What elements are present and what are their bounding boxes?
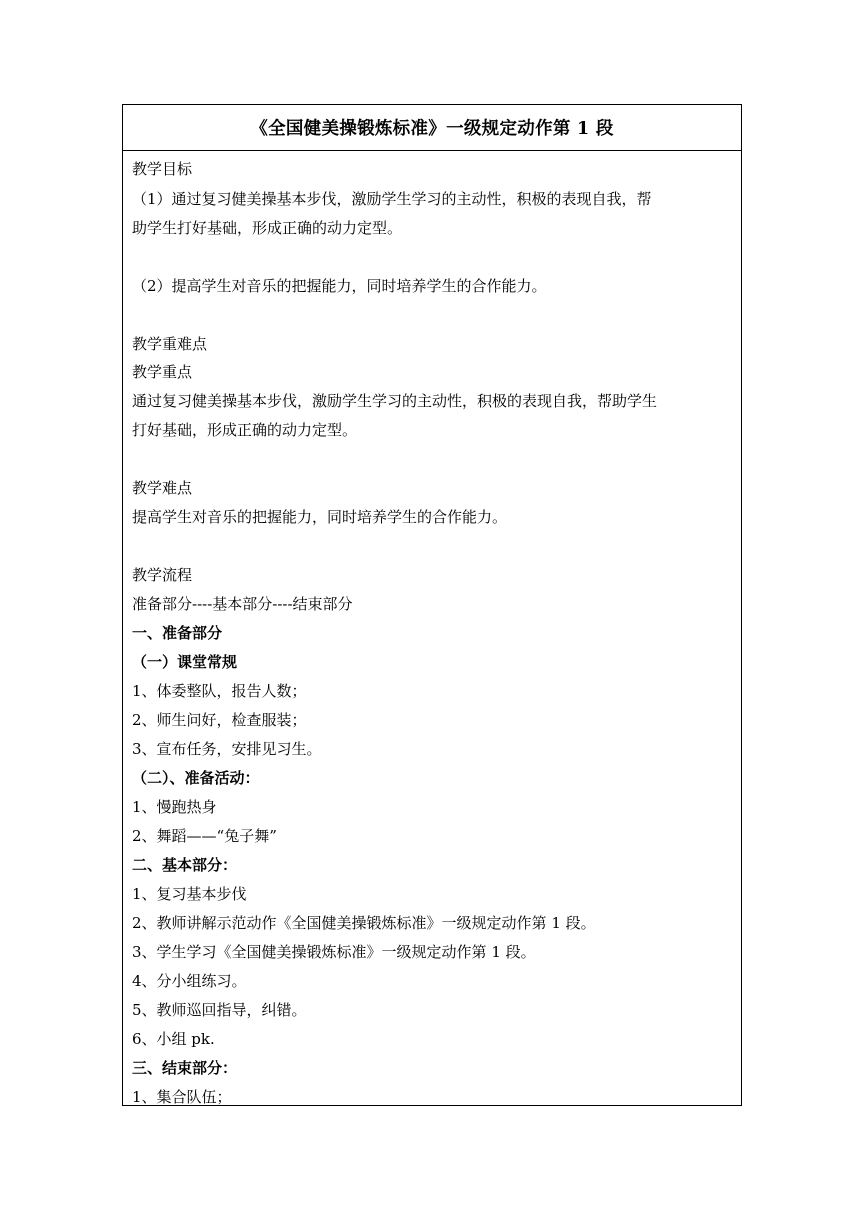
difficult-points-text: 提高学生对音乐的把握能力，同时培养学生的合作能力。 [132,508,508,526]
goal-1-line-2: 助学生打好基础，形成正确的动力定型。 [132,219,403,237]
heading-difficult-points: 教学难点 [132,479,193,497]
goal-1-line-1: （1）通过复习健美操基本步伐，激励学生学习的主动性，积极的表现自我，帮 [132,190,652,208]
section-basic: 二、基本部分： [132,856,238,874]
list-item: 3、宣布任务，安排见习生。 [132,740,322,758]
heading-key-points: 教学重点 [132,363,193,381]
list-item: 2、师生问好，检查服装； [132,711,307,729]
heading-teaching-goals: 教学目标 [132,160,193,178]
list-item: 1、慢跑热身 [132,798,217,816]
list-item: 1、体委整队，报告人数； [132,682,307,700]
list-item: 5、教师巡回指导，纠错。 [132,1001,307,1019]
list-item: 2、教师讲解示范动作《全国健美操锻炼标准》一级规定动作第 1 段。 [132,914,596,932]
list-item: 4、分小组练习。 [132,972,247,990]
goal-2: （2）提高学生对音乐的把握能力，同时培养学生的合作能力。 [132,277,547,295]
subsection-warm-up: （二）、准备活动： [132,769,260,787]
list-item: 1、复习基本步伐 [132,885,247,903]
list-item: 2、舞蹈——“兔子舞” [132,827,277,845]
heading-teaching-process: 教学流程 [132,566,193,584]
section-ending: 三、结束部分： [132,1059,238,1077]
subsection-class-routine: （一）课堂常规 [132,653,238,671]
section-preparation: 一、准备部分 [132,624,223,642]
heading-key-difficult-points: 教学重难点 [132,335,208,353]
document-title: 《全国健美操锻炼标准》一级规定动作第 1 段 [250,119,614,139]
list-item: 6、小组 pk. [132,1030,215,1048]
title-row [123,105,741,151]
key-points-line-1: 通过复习健美操基本步伐，激励学生学习的主动性，积极的表现自我，帮助学生 [132,392,658,410]
lesson-plan-table [122,104,742,1106]
process-overview: 准备部分----基本部分----结束部分 [132,595,353,613]
list-item: 3、学生学习《全国健美操锻炼标准》一级规定动作第 1 段。 [132,943,536,961]
key-points-line-2: 打好基础，形成正确的动力定型。 [132,421,358,439]
list-item: 1、集合队伍； [132,1088,232,1106]
